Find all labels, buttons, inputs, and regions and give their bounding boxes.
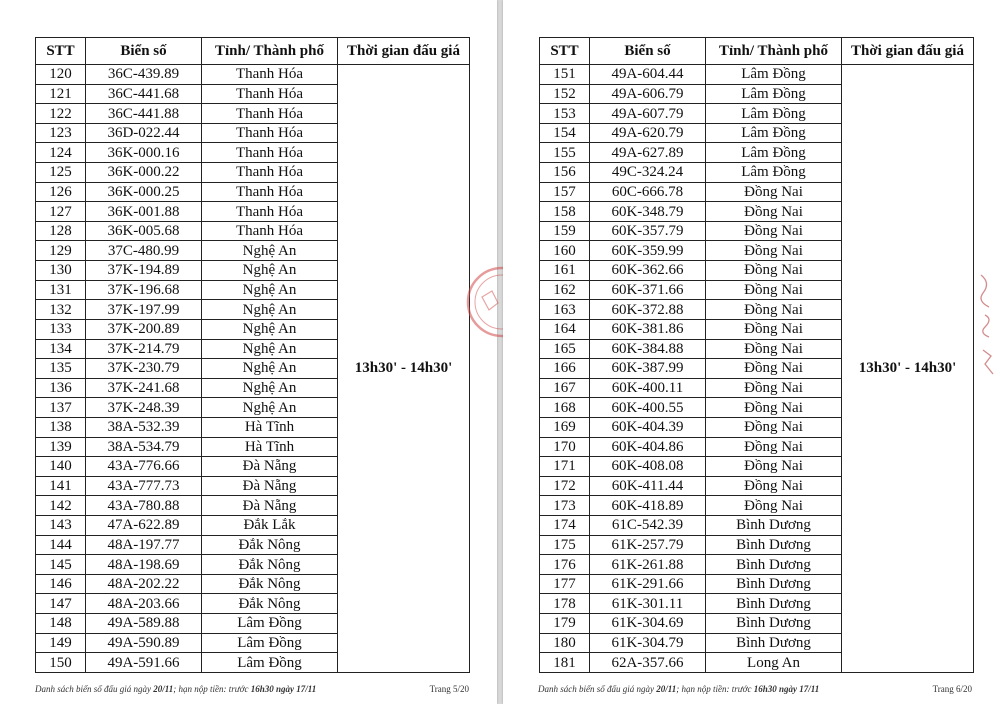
row-stt: 165 <box>540 339 590 359</box>
header-plate: Biển số <box>590 38 706 65</box>
row-stt: 166 <box>540 359 590 379</box>
row-stt: 123 <box>36 123 86 143</box>
row-province: Thanh Hóa <box>202 104 338 124</box>
row-province: Bình Dương <box>706 633 842 653</box>
row-plate: 49A-591.66 <box>86 653 202 673</box>
row-stt: 138 <box>36 417 86 437</box>
row-stt: 150 <box>36 653 86 673</box>
row-stt: 181 <box>540 653 590 673</box>
row-stt: 127 <box>36 202 86 222</box>
row-plate: 36C-439.89 <box>86 65 202 85</box>
row-province: Hà Tĩnh <box>202 437 338 457</box>
row-province: Đắk Nông <box>202 555 338 575</box>
row-province: Nghệ An <box>202 359 338 379</box>
row-plate: 38A-534.79 <box>86 437 202 457</box>
row-plate: 37K-230.79 <box>86 359 202 379</box>
row-province: Đồng Nai <box>706 182 842 202</box>
row-plate: 60K-357.79 <box>590 221 706 241</box>
row-stt: 153 <box>540 104 590 124</box>
row-stt: 174 <box>540 516 590 536</box>
row-province: Lâm Đồng <box>706 123 842 143</box>
row-province: Đắk Nông <box>202 574 338 594</box>
table-header-row <box>540 38 974 65</box>
row-stt: 135 <box>36 359 86 379</box>
row-plate: 36K-000.22 <box>86 163 202 183</box>
row-stt: 129 <box>36 241 86 261</box>
row-stt: 148 <box>36 614 86 634</box>
row-province: Thanh Hóa <box>202 84 338 104</box>
row-plate: 37K-200.89 <box>86 319 202 339</box>
header-plate: Biển số <box>86 38 202 65</box>
row-stt: 161 <box>540 261 590 281</box>
row-province: Đắk Nông <box>202 594 338 614</box>
row-stt: 133 <box>36 319 86 339</box>
row-plate: 36C-441.88 <box>86 104 202 124</box>
row-stt: 160 <box>540 241 590 261</box>
row-stt: 178 <box>540 594 590 614</box>
row-plate: 36D-022.44 <box>86 123 202 143</box>
row-plate: 61K-304.79 <box>590 633 706 653</box>
header-province: Tỉnh/ Thành phố <box>706 38 842 65</box>
row-stt: 170 <box>540 437 590 457</box>
row-stt: 136 <box>36 378 86 398</box>
row-plate: 49A-606.79 <box>590 84 706 104</box>
row-province: Hà Tĩnh <box>202 417 338 437</box>
row-plate: 60K-408.08 <box>590 457 706 477</box>
row-province: Lâm Đồng <box>706 143 842 163</box>
row-province: Nghệ An <box>202 319 338 339</box>
header-auction-time: Thời gian đấu giá <box>338 38 470 65</box>
left-page <box>0 0 497 704</box>
row-province: Đồng Nai <box>706 378 842 398</box>
row-stt: 137 <box>36 398 86 418</box>
row-plate: 61K-304.69 <box>590 614 706 634</box>
row-stt: 175 <box>540 535 590 555</box>
footer-deadline: 16h30 ngày 17/11 <box>250 684 317 694</box>
auction-time-cell: 13h30' - 14h30' <box>338 65 470 673</box>
row-stt: 172 <box>540 476 590 496</box>
row-stt: 163 <box>540 300 590 320</box>
row-stt: 152 <box>540 84 590 104</box>
table-body-right <box>540 65 974 673</box>
table-body-left <box>36 65 470 673</box>
row-province: Bình Dương <box>706 594 842 614</box>
header-stt: STT <box>36 38 86 65</box>
row-province: Đồng Nai <box>706 319 842 339</box>
row-plate: 48A-202.22 <box>86 574 202 594</box>
row-province: Lâm Đồng <box>202 614 338 634</box>
row-stt: 179 <box>540 614 590 634</box>
row-plate: 37K-248.39 <box>86 398 202 418</box>
row-plate: 37K-197.99 <box>86 300 202 320</box>
row-province: Thanh Hóa <box>202 221 338 241</box>
row-stt: 131 <box>36 280 86 300</box>
row-stt: 140 <box>36 457 86 477</box>
row-province: Thanh Hóa <box>202 202 338 222</box>
row-plate: 49A-604.44 <box>590 65 706 85</box>
row-plate: 60K-348.79 <box>590 202 706 222</box>
row-stt: 126 <box>36 182 86 202</box>
row-stt: 162 <box>540 280 590 300</box>
row-stt: 151 <box>540 65 590 85</box>
row-plate: 48A-203.66 <box>86 594 202 614</box>
page-number: Trang 5/20 <box>429 684 469 694</box>
footer-middle: ; hạn nộp tiền: trước <box>173 684 249 694</box>
row-plate: 37K-196.68 <box>86 280 202 300</box>
auction-time-cell: 13h30' - 14h30' <box>842 65 974 673</box>
row-plate: 49A-627.89 <box>590 143 706 163</box>
row-plate: 60C-666.78 <box>590 182 706 202</box>
row-province: Thanh Hóa <box>202 182 338 202</box>
row-province: Lâm Đồng <box>706 84 842 104</box>
row-province: Đồng Nai <box>706 300 842 320</box>
row-province: Đà Nẵng <box>202 496 338 516</box>
row-plate: 49A-607.79 <box>590 104 706 124</box>
row-stt: 171 <box>540 457 590 477</box>
row-stt: 168 <box>540 398 590 418</box>
row-stt: 134 <box>36 339 86 359</box>
row-plate: 36K-000.25 <box>86 182 202 202</box>
row-stt: 146 <box>36 574 86 594</box>
row-province: Đồng Nai <box>706 496 842 516</box>
right-page <box>503 0 1000 704</box>
row-province: Đồng Nai <box>706 241 842 261</box>
row-plate: 43A-780.88 <box>86 496 202 516</box>
row-stt: 121 <box>36 84 86 104</box>
row-province: Thanh Hóa <box>202 65 338 85</box>
table-row <box>540 65 974 85</box>
footer-note <box>538 684 819 694</box>
row-province: Đồng Nai <box>706 476 842 496</box>
row-plate: 43A-777.73 <box>86 476 202 496</box>
signature-mark <box>973 270 997 380</box>
row-plate: 60K-384.88 <box>590 339 706 359</box>
row-stt: 155 <box>540 143 590 163</box>
row-province: Nghệ An <box>202 261 338 281</box>
row-stt: 132 <box>36 300 86 320</box>
row-stt: 176 <box>540 555 590 575</box>
row-stt: 159 <box>540 221 590 241</box>
row-plate: 60K-362.66 <box>590 261 706 281</box>
row-province: Đồng Nai <box>706 457 842 477</box>
row-province: Đồng Nai <box>706 221 842 241</box>
row-plate: 37K-241.68 <box>86 378 202 398</box>
row-province: Bình Dương <box>706 555 842 575</box>
row-plate: 61K-291.66 <box>590 574 706 594</box>
row-plate: 61K-257.79 <box>590 535 706 555</box>
row-stt: 157 <box>540 182 590 202</box>
row-province: Thanh Hóa <box>202 123 338 143</box>
row-province: Đồng Nai <box>706 437 842 457</box>
row-plate: 61K-261.88 <box>590 555 706 575</box>
footer-date: 20/11 <box>153 684 174 694</box>
row-province: Đồng Nai <box>706 280 842 300</box>
row-province: Đồng Nai <box>706 261 842 281</box>
row-plate: 61K-301.11 <box>590 594 706 614</box>
row-plate: 49A-620.79 <box>590 123 706 143</box>
row-province: Đắk Nông <box>202 535 338 555</box>
row-province: Nghệ An <box>202 398 338 418</box>
row-province: Bình Dương <box>706 535 842 555</box>
row-stt: 141 <box>36 476 86 496</box>
row-province: Lâm Đồng <box>706 104 842 124</box>
row-stt: 167 <box>540 378 590 398</box>
row-plate: 60K-411.44 <box>590 476 706 496</box>
table-row <box>36 65 470 85</box>
row-stt: 125 <box>36 163 86 183</box>
row-stt: 177 <box>540 574 590 594</box>
footer-middle: ; hạn nộp tiền: trước <box>676 684 752 694</box>
row-stt: 122 <box>36 104 86 124</box>
row-province: Lâm Đồng <box>202 653 338 673</box>
row-plate: 60K-372.88 <box>590 300 706 320</box>
row-stt: 128 <box>36 221 86 241</box>
plate-table-right <box>539 37 974 673</box>
row-province: Đồng Nai <box>706 398 842 418</box>
row-province: Thanh Hóa <box>202 163 338 183</box>
header-stt: STT <box>540 38 590 65</box>
row-stt: 149 <box>36 633 86 653</box>
red-seal-stamp <box>462 252 504 352</box>
row-province: Nghệ An <box>202 241 338 261</box>
row-province: Nghệ An <box>202 339 338 359</box>
row-plate: 60K-404.86 <box>590 437 706 457</box>
footer-deadline: 16h30 ngày 17/11 <box>753 684 820 694</box>
row-province: Long An <box>706 653 842 673</box>
page-number: Trang 6/20 <box>932 684 972 694</box>
row-province: Đà Nẵng <box>202 457 338 477</box>
row-plate: 62A-357.66 <box>590 653 706 673</box>
row-stt: 164 <box>540 319 590 339</box>
row-plate: 60K-359.99 <box>590 241 706 261</box>
footer-prefix: Danh sách biển số đấu giá ngày <box>538 684 654 694</box>
row-stt: 173 <box>540 496 590 516</box>
row-stt: 142 <box>36 496 86 516</box>
row-plate: 60K-371.66 <box>590 280 706 300</box>
row-plate: 36K-001.88 <box>86 202 202 222</box>
row-plate: 37C-480.99 <box>86 241 202 261</box>
footer-note <box>35 684 316 694</box>
row-plate: 47A-622.89 <box>86 516 202 536</box>
row-stt: 169 <box>540 417 590 437</box>
row-stt: 144 <box>36 535 86 555</box>
header-auction-time: Thời gian đấu giá <box>842 38 974 65</box>
row-province: Lâm Đồng <box>706 163 842 183</box>
row-plate: 60K-404.39 <box>590 417 706 437</box>
row-province: Nghệ An <box>202 378 338 398</box>
row-province: Đồng Nai <box>706 359 842 379</box>
row-plate: 48A-197.77 <box>86 535 202 555</box>
row-province: Bình Dương <box>706 516 842 536</box>
row-plate: 60K-381.86 <box>590 319 706 339</box>
row-plate: 43A-776.66 <box>86 457 202 477</box>
row-plate: 61C-542.39 <box>590 516 706 536</box>
row-plate: 60K-418.89 <box>590 496 706 516</box>
row-province: Nghệ An <box>202 280 338 300</box>
row-stt: 147 <box>36 594 86 614</box>
row-stt: 145 <box>36 555 86 575</box>
row-plate: 48A-198.69 <box>86 555 202 575</box>
row-province: Đồng Nai <box>706 339 842 359</box>
row-province: Đồng Nai <box>706 202 842 222</box>
row-stt: 139 <box>36 437 86 457</box>
plate-table-left <box>35 37 470 673</box>
row-plate: 36K-000.16 <box>86 143 202 163</box>
row-province: Bình Dương <box>706 574 842 594</box>
row-stt: 130 <box>36 261 86 281</box>
footer-prefix: Danh sách biển số đấu giá ngày <box>35 684 151 694</box>
row-province: Đồng Nai <box>706 417 842 437</box>
row-stt: 143 <box>36 516 86 536</box>
row-province: Nghệ An <box>202 300 338 320</box>
row-province: Lâm Đồng <box>202 633 338 653</box>
row-stt: 156 <box>540 163 590 183</box>
row-plate: 37K-194.89 <box>86 261 202 281</box>
table-header-row <box>36 38 470 65</box>
row-plate: 38A-532.39 <box>86 417 202 437</box>
row-plate: 49C-324.24 <box>590 163 706 183</box>
row-stt: 158 <box>540 202 590 222</box>
row-stt: 154 <box>540 123 590 143</box>
row-province: Thanh Hóa <box>202 143 338 163</box>
row-plate: 36C-441.68 <box>86 84 202 104</box>
row-plate: 37K-214.79 <box>86 339 202 359</box>
row-province: Đắk Lắk <box>202 516 338 536</box>
row-plate: 60K-400.55 <box>590 398 706 418</box>
row-province: Bình Dương <box>706 614 842 634</box>
row-province: Lâm Đồng <box>706 65 842 85</box>
footer-date: 20/11 <box>656 684 677 694</box>
row-plate: 49A-590.89 <box>86 633 202 653</box>
header-province: Tỉnh/ Thành phố <box>202 38 338 65</box>
row-plate: 49A-589.88 <box>86 614 202 634</box>
row-plate: 60K-400.11 <box>590 378 706 398</box>
row-plate: 60K-387.99 <box>590 359 706 379</box>
row-plate: 36K-005.68 <box>86 221 202 241</box>
row-stt: 120 <box>36 65 86 85</box>
row-stt: 124 <box>36 143 86 163</box>
row-stt: 180 <box>540 633 590 653</box>
row-province: Đà Nẵng <box>202 476 338 496</box>
